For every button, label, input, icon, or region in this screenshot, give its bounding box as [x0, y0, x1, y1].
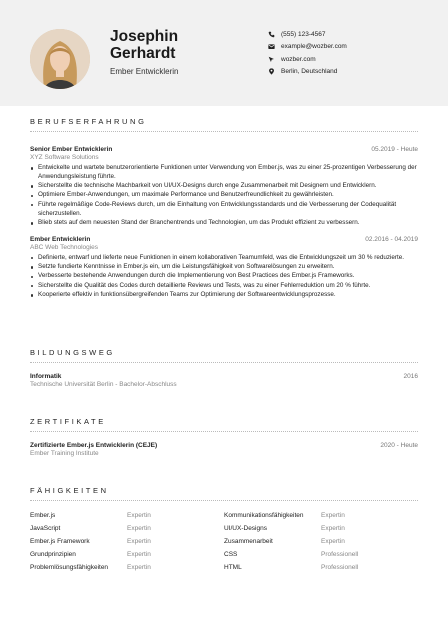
skill-name: HTML [224, 564, 242, 571]
skill-name: Ember.js [30, 512, 56, 519]
section-title: BILDUNGSWEG [30, 348, 418, 363]
list-item: Setzte fundierte Kenntnisse in Ember.js ein, um die Leistungsfähigkeit von Softwarelösungen zu erweitern. [30, 263, 418, 272]
job-company: ABC Web Technologies [30, 243, 99, 251]
contact-location-text: Berlin, Deutschland [281, 68, 338, 76]
skill-level: Expertin [321, 538, 345, 545]
certificate-title: Zertifizierte Ember.js Entwicklerin (CEJE) [30, 442, 158, 449]
job-entry [30, 236, 418, 300]
skill-name: Kommunikationsfähigkeiten [224, 512, 304, 519]
list-item: Führte regelmäßige Code-Reviews durch, um die Einhaltung von Entwicklungsstandards und die Verbesserung der Codequalität sicherzustellen. [30, 201, 418, 218]
skill-level: Expertin [127, 512, 151, 519]
skill-name: Zusammenarbeit [224, 538, 273, 545]
skill-level: Professionell [321, 551, 359, 558]
link-icon [268, 56, 275, 63]
education-section [30, 348, 418, 388]
job-bullets [30, 164, 418, 228]
skill-level: Expertin [127, 551, 151, 558]
contact-list [268, 28, 347, 78]
skill-level: Expertin [127, 564, 151, 571]
job-role: Ember Entwicklerin [110, 67, 179, 76]
job-company: XYZ Software Solutions [30, 154, 99, 161]
skill-row [30, 522, 224, 535]
section-title: BERUFSERFAHRUNG [30, 117, 418, 132]
certificates-section [30, 417, 418, 457]
skill-row [224, 548, 418, 561]
certificate-entry [30, 442, 418, 457]
contact-phone [268, 28, 347, 41]
list-item: Sicherstellte die Qualität des Codes durch detaillierte Reviews und Tests, was zu einer Fehlerreduktion um 20 % führte. [30, 282, 418, 291]
education-date: 2016 [403, 373, 418, 380]
list-item: Entwickelte und wartete benutzerorientierte Funktionen unter Verwendung von Ember.js, was zu einer 25-prozentigen Verbesserung der Anwendungsleistung führte. [30, 164, 418, 181]
list-item: Sicherstellte die technische Machbarkeit von UI/UX-Designs durch enge Zusammenarbeit mit Designern und Entwicklern. [30, 182, 418, 191]
skill-name: Ember.js Framework [30, 538, 90, 545]
location-pin-icon [268, 68, 275, 75]
skill-level: Expertin [127, 538, 151, 545]
skill-name: Grundprinzipien [30, 551, 76, 558]
education-entry [30, 373, 418, 388]
list-item: Blieb stets auf dem neuesten Stand der Branchentrends und Technologien, um das Produkt effizient zu verbessern. [30, 219, 418, 228]
list-item: Optimiere Ember-Anwendungen, um maximale Performance und Benutzerfreundlichkeit zu gewährleisten. [30, 191, 418, 200]
skill-row [224, 522, 418, 535]
envelope-icon [268, 43, 275, 50]
job-title: Ember Entwicklerin [30, 235, 91, 243]
skill-name: JavaScript [30, 525, 61, 532]
certificate-date: 2020 - Heute [380, 442, 418, 449]
list-item: Kooperierte effektiv in funktionsübergreifenden Teams zur Optimierung der Softwareentwicklungsprozesse. [30, 291, 418, 300]
profile-photo [30, 29, 90, 89]
list-item: Verbesserte bestehende Anwendungen durch die Implementierung von Best Practices des Ember.js Frameworks. [30, 272, 418, 281]
skill-row [30, 561, 224, 574]
skill-level: Expertin [127, 525, 151, 532]
contact-website[interactable] [268, 53, 347, 66]
phone-icon [268, 31, 275, 38]
resume-header [0, 0, 448, 106]
section-title: FÄHIGKEITEN [30, 486, 418, 501]
skill-level: Expertin [321, 525, 345, 532]
skill-row [224, 535, 418, 548]
skills-grid [30, 509, 418, 574]
institution: Technische Universität Berlin - Bachelor-Abschluss [30, 381, 177, 388]
contact-location [268, 66, 347, 79]
skills-column-left [30, 509, 224, 574]
skill-name: Problemlösungsfähigkeiten [30, 564, 109, 571]
contact-website-text[interactable]: wozber.com [281, 55, 316, 63]
contact-phone-text: (555) 123-4567 [281, 30, 326, 38]
skill-row [224, 561, 418, 574]
job-title: Senior Ember Entwicklerin [30, 146, 113, 153]
skill-row [224, 509, 418, 522]
contact-email[interactable] [268, 41, 347, 54]
full-name [110, 28, 178, 62]
job-date: 05.2019 - Heute [371, 146, 418, 153]
degree-title: Informatik [30, 373, 62, 380]
job-bullets [30, 254, 418, 300]
first-name: Josephin [110, 28, 179, 45]
skill-row [30, 535, 224, 548]
skill-row [30, 509, 224, 522]
skill-row [30, 548, 224, 561]
certificate-issuer: Ember Training Institute [30, 450, 99, 457]
section-title: ZERTIFIKATE [30, 417, 418, 432]
job-entry [30, 146, 418, 228]
last-name: Gerhardt [110, 45, 176, 62]
skills-column-right [224, 509, 418, 574]
skill-level: Professionell [321, 564, 359, 571]
skill-name: CSS [224, 551, 238, 558]
contact-email-text[interactable]: example@wozber.com [281, 43, 347, 51]
job-date: 02.2016 - 04.2019 [365, 235, 418, 243]
list-item: Definierte, entwarf und lieferte neue Funktionen in einem kollaborativen Teamumfeld, was die Entwicklungszeit um 30 % reduzierte. [30, 254, 418, 263]
experience-section [30, 117, 418, 301]
skills-section [30, 486, 418, 574]
skill-level: Expertin [321, 512, 345, 519]
skill-name: UI/UX-Designs [224, 525, 267, 532]
